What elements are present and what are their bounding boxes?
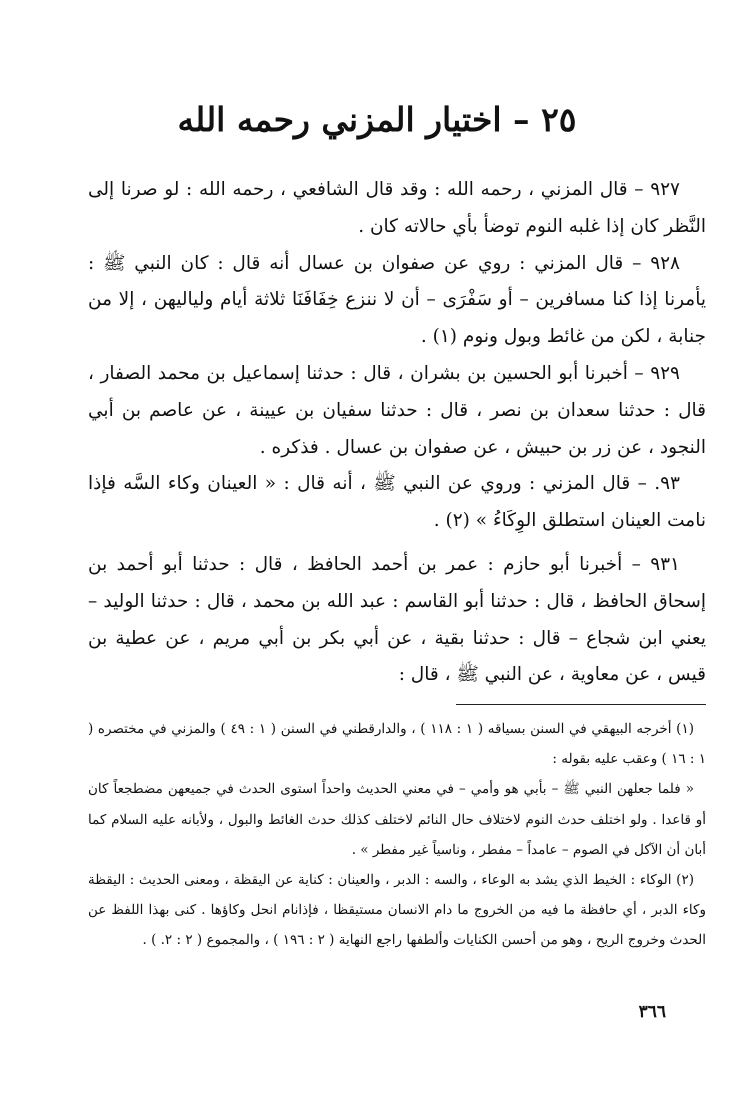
- footnote-separator: [456, 704, 706, 705]
- chapter-title: ٢٥ – اختيار المزني رحمه الله: [177, 100, 577, 139]
- footnotes: [88, 714, 706, 956]
- page-number: ٣٦٦: [638, 1002, 666, 1022]
- paragraph-931: ٩٣١ – أخبرنا أبو حازم : عمر بن أحمد الحافظ ، قال : حدثنا أبو أحمد بن إسحاق الحافظ ، قال : حدثنا أبو القاسم : عبد الله بن محمد ، قال : حدثنا الوليد – يعني ابن شجاع – قال : حدثنا بقية ، عن أبي بكر بن أبي مريم ، عن عطية بن قيس ، عن معاوية ، عن النبي ﷺ ، قال :: [88, 553, 706, 686]
- paragraph-928: ٩٢٨ – قال المزني : روي عن صفوان بن عسال أنه قال : كان النبي ﷺ : يأمرنا إذا كنا مسافرين – أو سَفْرَى – أن لا ننزع خِفَافَنَا ثلاثة أيام ولياليهن ، إلا من جنابة ، لكن من غائط وبول ونوم (١) .: [88, 252, 706, 348]
- paragraph-929: ٩٢٩ – أخبرنا أبو الحسين بن بشران ، قال : حدثنا إسماعيل بن محمد الصفار ، قال : حدثنا سعدان بن نصر ، قال : حدثنا سفيان بن عيينة ، عن عاصم بن أبي النجود ، عن زر بن حبيش ، عن صفوان بن عسال . فذكره .: [88, 362, 706, 458]
- footnote-1: (١) أخرجه البيهقي في السنن بسياقه ( ١ : ١١٨ ) ، والدارقطني في السنن ( ١ : ٤٩ ) والمزني في مختصره ( ١ : ١٦ ) وعقب عليه بقوله :: [88, 721, 706, 768]
- main-text: [88, 172, 706, 694]
- paragraph-930: ٩٣. – قال المزني : وروي عن النبي ﷺ ، أنه قال : « العينان وكاء السَّه فإذا نامت العينان استطلق الوِكَاءُ » (٢) .: [88, 473, 706, 532]
- footnote-1-quote: « فلما جعلهن النبي ﷺ – بأبي هو وأمي – في معني الحديث واحداً استوى الحدث في جميعهن مضطجعاً كان أو قاعدا . ولو اختلف حدث النوم لاختلاف حال النائم لاختلف كذلك حدث الغائط والبول ، ولأبانه عليه السلام كما أبان أن الآكل في الصوم – عامداً – مفطر ، وناسياً غير مفطر » .: [88, 781, 706, 858]
- footnote-2: (٢) الوكاء : الخيط الذي يشد به الوعاء ، والسه : الدبر ، والعينان : كناية عن اليقظة ، ومعنى الحديث : اليقظة وكاء الدبر ، أي حافظة ما فيه من الخروج ما دام الانسان مستيقظا ، فإذانام انحل وكاؤها . كنى بهذا اللفظ عن الحدث وخروج الريح ، وهو من أحسن الكنايات وألطفها راجع النهاية ( ٢ : ١٩٦ ) ، والمجموع ( ٢ : ٢. ) .: [88, 872, 706, 949]
- paragraph-927: ٩٢٧ – قال المزني ، رحمه الله : وقد قال الشافعي ، رحمه الله : لو صرنا إلى النَّظر كان إذا غلبه النوم توضأ بأي حالاته كان .: [88, 179, 706, 237]
